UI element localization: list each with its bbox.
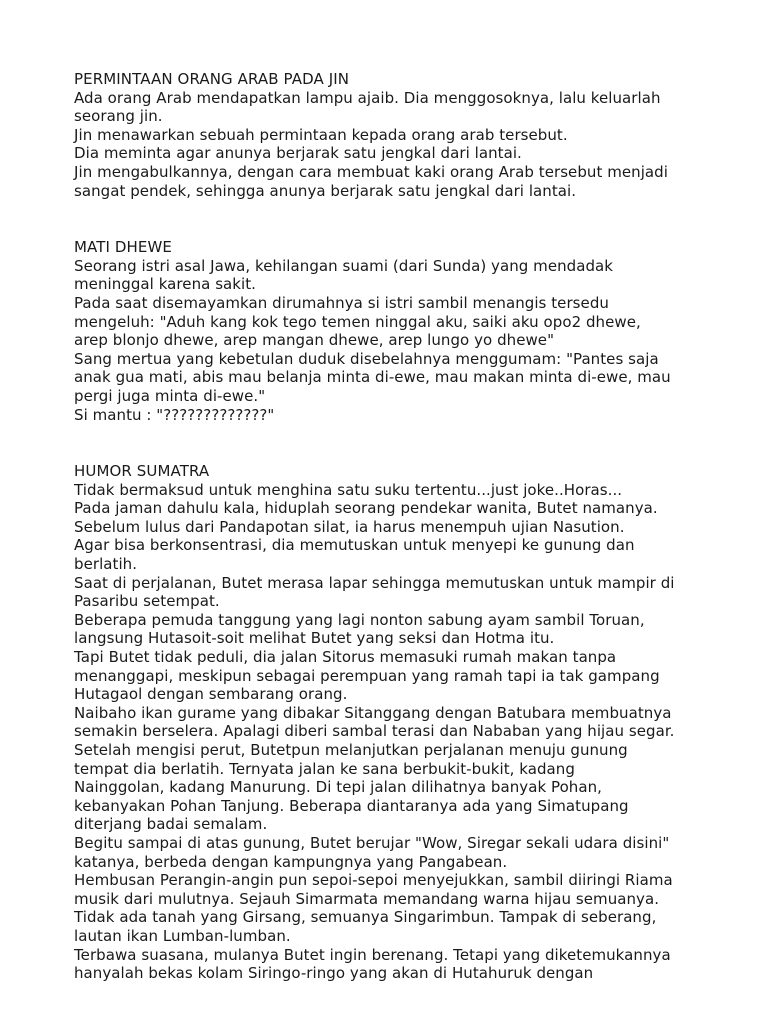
text-line: semakin berselera. Apalagi diberi sambal terasi dan Nababan yang hijau segar. [74, 722, 675, 741]
text-line: kebanyakan Pohan Tanjung. Beberapa diantaranya ada yang Simatupang [74, 796, 629, 815]
text-line: meninggal karena sakit. [74, 275, 256, 294]
text-line: Saat di perjalanan, Butet merasa lapar sehingga memutuskan untuk mampir di [74, 573, 675, 592]
text-line: Dia meminta agar anunya berjarak satu jengkal dari lantai. [74, 144, 522, 163]
text-line: pergi juga minta di-ewe." [74, 386, 266, 405]
text-line: Ada orang Arab mendapatkan lampu ajaib. Dia menggosoknya, lalu keluarlah [74, 88, 661, 107]
text-line: katanya, berbeda dengan kampungnya yang Pangabean. [74, 852, 508, 871]
story-humor-sumatra [74, 462, 726, 983]
text-line: mengeluh: "Aduh kang kok tego temen ninggal aku, saiki aku opo2 dhewe, [74, 312, 641, 331]
text-line: Sebelum lulus dari Pandapotan silat, ia harus menempuh ujian Nasution. [74, 517, 625, 536]
text-line: Jin menawarkan sebuah permintaan kepada orang arab tersebut. [74, 125, 568, 144]
text-line: berlatih. [74, 555, 138, 574]
text-line: langsung Hutasoit-soit melihat Butet yang seksi dan Hotma itu. [74, 629, 555, 648]
story-text [74, 481, 726, 983]
story-permintaan-orang-arab [74, 70, 726, 200]
text-line: tempat dia berlatih. Ternyata jalan ke sana berbukit-bukit, kadang [74, 759, 575, 778]
text-line: Setelah mengisi perut, Butetpun melanjutkan perjalanan menuju gunung [74, 741, 628, 759]
text-line: Tidak ada tanah yang Girsang, semuanya Singarimbun. Tampak di seberang, [74, 908, 657, 927]
text-line: hanyalah bekas kolam Siringo-ringo yang akan di Hutahuruk dengan [74, 964, 594, 983]
text-line: Pasaribu setempat. [74, 592, 220, 611]
text-line: Naibaho ikan gurame yang dibakar Sitanggang dengan Batubara membuatnya [74, 703, 672, 722]
text-line: anak gua mati, abis mau belanja minta di-ewe, mau makan minta di-ewe, mau [74, 368, 671, 387]
document-body [74, 70, 726, 983]
text-line: Pada jaman dahulu kala, hiduplah seorang pendekar wanita, Butet namanya. [74, 499, 658, 518]
text-line: Begitu sampai di atas gunung, Butet berujar "Wow, Siregar sekali udara disini" [74, 833, 670, 852]
text-line: musik dari mulutnya. Sejauh Simarmata memandang warna hijau semuanya. [74, 889, 660, 908]
text-line: Tapi Butet tidak peduli, dia jalan Sitorus memasuki rumah makan tanpa [74, 648, 617, 667]
text-line: seorang jin. [74, 107, 163, 126]
story-title: MATI DHEWE [74, 238, 173, 257]
text-line: Hutagaol dengan sembarang orang. [74, 685, 348, 704]
text-line: Jin mengabulkannya, dengan cara membuat kaki orang Arab tersebut menjadi [74, 162, 668, 181]
text-line: diterjang badai semalam. [74, 815, 268, 834]
text-line: Seorang istri asal Jawa, kehilangan suami (dari Sunda) yang mendadak [74, 256, 614, 275]
text-line: Terbawa suasana, mulanya Butet ingin berenang. Tetapi yang diketemukannya [74, 945, 671, 964]
text-line: Beberapa pemuda tanggung yang lagi nonton sabung ayam sambil Toruan, [74, 610, 645, 629]
text-line: Nainggolan, kadang Manurung. Di tepi jalan dilihatnya banyak Pohan, [74, 778, 602, 797]
text-line: menanggapi, meskipun sebagai perempuan yang ramah tapi ia tak gampang [74, 666, 660, 685]
story-mati-dhewe [74, 238, 726, 424]
text-line: Tidak bermaksud untuk menghina satu suku tertentu...just joke..Horas... [74, 480, 623, 499]
text-line: sangat pendek, sehingga anunya berjarak satu jengkal dari lantai. [74, 181, 577, 200]
text-line: arep blonjo dhewe, arep mangan dhewe, arep lungo yo dhewe" [74, 331, 555, 350]
text-line: lautan ikan Lumban-lumban. [74, 926, 291, 945]
story-title: PERMINTAAN ORANG ARAB PADA JIN [74, 70, 350, 88]
story-title: HUMOR SUMATRA [74, 462, 210, 481]
text-line: Si mantu : "?????????????" [74, 405, 275, 424]
story-text [74, 257, 726, 424]
text-line: Sang mertua yang kebetulan duduk disebelahnya menggumam: "Pantes saja [74, 349, 659, 368]
text-line: Agar bisa berkonsentrasi, dia memutuskan untuk menyepi ke gunung dan [74, 536, 635, 555]
story-text [74, 89, 726, 201]
text-line: Hembusan Perangin-angin pun sepoi-sepoi menyejukkan, sambil diiringi Riama [74, 871, 673, 890]
text-line: Pada saat disemayamkan dirumahnya si istri sambil menangis tersedu [74, 293, 609, 312]
